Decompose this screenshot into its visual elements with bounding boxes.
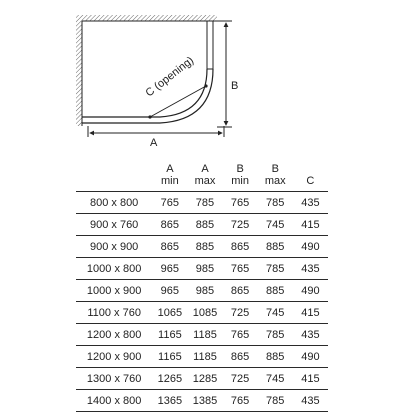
value-cell: 885 xyxy=(187,214,222,236)
value-cell: 725 xyxy=(223,214,258,236)
value-cell: 1385 xyxy=(187,390,222,412)
column-header-top: B xyxy=(236,163,244,175)
size-cell: 800 x 800 xyxy=(76,192,152,214)
value-cell: 725 xyxy=(223,302,258,324)
value-cell: 865 xyxy=(223,346,258,368)
column-header xyxy=(187,157,222,192)
value-cell: 745 xyxy=(258,214,293,236)
column-header xyxy=(76,157,152,192)
value-cell: 785 xyxy=(258,192,293,214)
table-row xyxy=(76,280,328,302)
column-header-bottom: min xyxy=(231,175,249,187)
size-cell: 1200 x 900 xyxy=(76,346,152,368)
table-row xyxy=(76,258,328,280)
column-header-bottom: max xyxy=(194,175,216,187)
table-row xyxy=(76,346,328,368)
dimension-c-label: C (opening) xyxy=(143,54,197,100)
top-wall xyxy=(76,15,217,21)
column-header xyxy=(293,157,328,192)
value-cell: 785 xyxy=(187,192,222,214)
dimension-table xyxy=(76,157,328,412)
value-cell: 885 xyxy=(187,236,222,258)
value-cell: 490 xyxy=(293,346,328,368)
column-header xyxy=(152,157,187,192)
value-cell: 745 xyxy=(258,302,293,324)
value-cell: 1165 xyxy=(152,346,187,368)
dimension-c-end xyxy=(148,115,151,118)
table-row xyxy=(76,214,328,236)
curved-door-inner xyxy=(82,69,207,117)
value-cell: 765 xyxy=(223,324,258,346)
value-cell: 965 xyxy=(152,258,187,280)
value-cell: 490 xyxy=(293,280,328,302)
column-header-top: A xyxy=(201,163,209,175)
value-cell: 435 xyxy=(293,192,328,214)
value-cell: 415 xyxy=(293,368,328,390)
column-header-bottom: min xyxy=(160,175,179,187)
size-cell: 1300 x 760 xyxy=(76,368,152,390)
value-cell: 985 xyxy=(187,280,222,302)
value-cell: 1085 xyxy=(187,302,222,324)
size-cell: 1400 x 800 xyxy=(76,390,152,412)
size-cell: 1000 x 800 xyxy=(76,258,152,280)
left-wall xyxy=(76,21,82,126)
column-header xyxy=(223,157,258,192)
value-cell: 1285 xyxy=(187,368,222,390)
value-cell: 1365 xyxy=(152,390,187,412)
value-cell: 765 xyxy=(152,192,187,214)
table-body xyxy=(76,192,328,412)
dimension-c-start xyxy=(204,84,207,87)
value-cell: 1065 xyxy=(152,302,187,324)
table-row xyxy=(76,192,328,214)
value-cell: 765 xyxy=(223,192,258,214)
value-cell: 725 xyxy=(223,368,258,390)
dimension-b-label: B xyxy=(231,80,239,92)
value-cell: 765 xyxy=(223,258,258,280)
dimension-a-label: A xyxy=(150,137,158,149)
value-cell: 885 xyxy=(258,346,293,368)
value-cell: 885 xyxy=(258,280,293,302)
value-cell: 490 xyxy=(293,236,328,258)
table-row xyxy=(76,390,328,412)
column-header-top: A xyxy=(166,163,174,175)
value-cell: 415 xyxy=(293,302,328,324)
size-cell: 1200 x 800 xyxy=(76,324,152,346)
value-cell: 435 xyxy=(293,258,328,280)
table-row xyxy=(76,302,328,324)
value-cell: 1265 xyxy=(152,368,187,390)
value-cell: 415 xyxy=(293,214,328,236)
value-cell: 865 xyxy=(152,214,187,236)
value-cell: 1185 xyxy=(187,346,222,368)
value-cell: 1185 xyxy=(187,324,222,346)
value-cell: 1165 xyxy=(152,324,187,346)
table-header-row xyxy=(76,157,328,192)
value-cell: 865 xyxy=(223,280,258,302)
size-cell: 1000 x 900 xyxy=(76,280,152,302)
column-header-bottom: max xyxy=(264,175,286,187)
size-cell: 900 x 760 xyxy=(76,214,152,236)
value-cell: 985 xyxy=(187,258,222,280)
value-cell: 965 xyxy=(152,280,187,302)
value-cell: 435 xyxy=(293,324,328,346)
value-cell: 435 xyxy=(293,390,328,412)
size-cell: 1100 x 760 xyxy=(76,302,152,324)
column-header-top: B xyxy=(271,163,279,175)
column-header-top: C xyxy=(306,175,315,187)
value-cell: 785 xyxy=(258,390,293,412)
value-cell: 745 xyxy=(258,368,293,390)
table-row xyxy=(76,368,328,390)
value-cell: 865 xyxy=(152,236,187,258)
value-cell: 865 xyxy=(223,236,258,258)
column-header xyxy=(258,157,293,192)
value-cell: 885 xyxy=(258,236,293,258)
value-cell: 765 xyxy=(223,390,258,412)
table-row xyxy=(76,236,328,258)
shower-enclosure-diagram xyxy=(0,0,400,160)
table-row xyxy=(76,324,328,346)
side-panel xyxy=(207,21,213,69)
value-cell: 785 xyxy=(258,324,293,346)
value-cell: 785 xyxy=(258,258,293,280)
size-cell: 900 x 900 xyxy=(76,236,152,258)
